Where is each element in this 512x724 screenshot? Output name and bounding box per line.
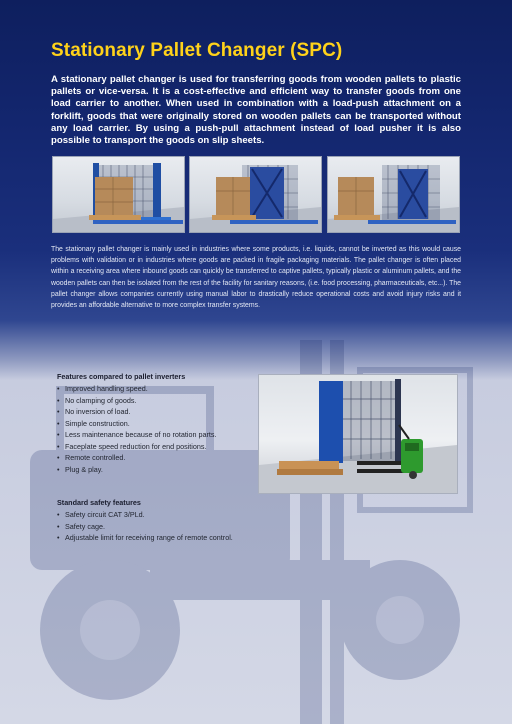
list-item: • Plug & play. (57, 464, 216, 476)
list-item: • Simple construction. (57, 418, 216, 430)
list-item: • No clamping of goods. (57, 395, 216, 407)
list-item: • No inversion of load. (57, 406, 216, 418)
intro-paragraph: A stationary pallet changer is used for transferring goods from wooden pallets to plastic pallets or vice-versa. It is a cost-effective and efficient way to transfer goods from one load carrier to another. When used in combination with a load-push attachment on a forklift, goods that were originally stored on wooden pallets can be transported without any load carrier. By using a push-pull attachment instead of load pusher it is also possible to transport the goods on slip sheets. (51, 74, 461, 147)
list-item: • Faceplate speed reduction for end positions. (57, 441, 216, 453)
features-list (57, 383, 216, 475)
list-item: • Adjustable limit for receiving range of remote control. (57, 532, 233, 544)
page-title: Stationary Pallet Changer (SPC) (51, 40, 343, 61)
pallet-changer-photo-3 (327, 156, 460, 233)
list-item: • Safety cage. (57, 521, 233, 533)
list-item: • Remote controlled. (57, 452, 216, 464)
pallet-changer-photo-1 (52, 156, 185, 233)
safety-heading: Standard safety features (57, 498, 141, 507)
list-item: • Safety circuit CAT 3/PLd. (57, 509, 233, 521)
list-item: • Improved handling speed. (57, 383, 216, 395)
safety-list (57, 509, 233, 544)
list-item: • Less maintenance because of no rotation parts. (57, 429, 216, 441)
features-heading: Features compared to pallet inverters (57, 372, 186, 381)
body-paragraph: The stationary pallet changer is mainly used in industries where some products, i.e. liquids, cannot be inverted as this would cause problems with validation or in industries where goods are packed in fragile packaging materials. The pallet changer is often placed within a receiving area where inbound goods can quickly be transferred to captive pallets, typically plastic or aluminum pallets, and the wooden pallets can then be isolated from the rest of the facility for sanitary reasons, (i.e. food processing, pharmaceuticals, etc...). The pallet changer allows companies currently using manual labor to drastically reduce operational costs and avoid injury risks and it provides an affordable alternative to more complex transfer systems. (51, 246, 461, 310)
pallet-changer-photo-2 (189, 156, 322, 233)
pallet-changer-with-truck-photo (258, 374, 458, 494)
